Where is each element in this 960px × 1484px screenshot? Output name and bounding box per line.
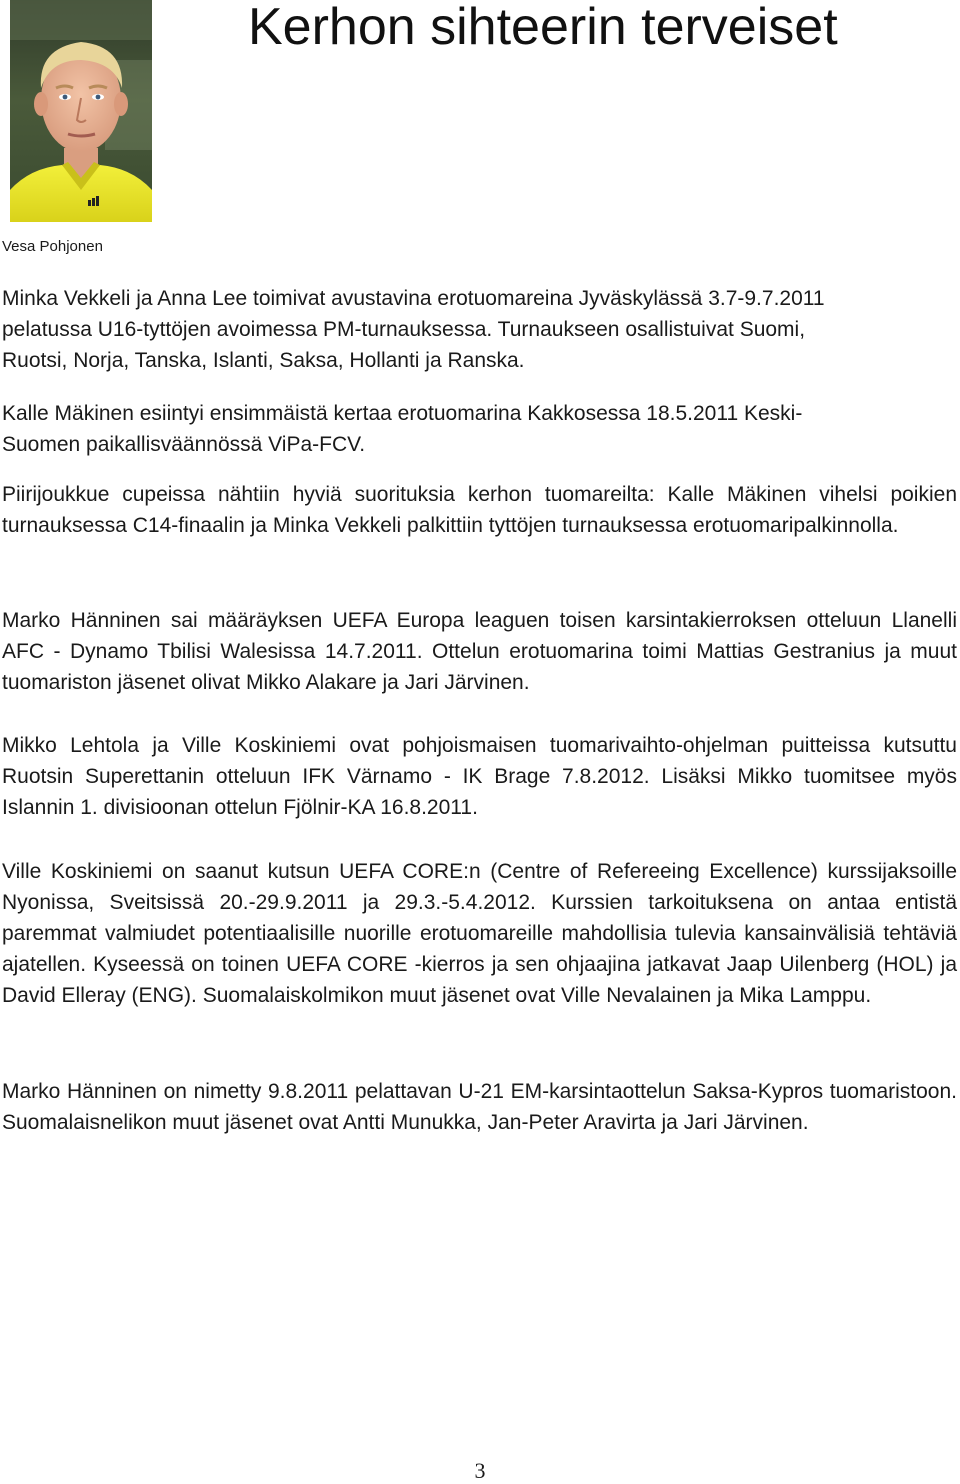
paragraph-6: Ville Koskiniemi on saanut kutsun UEFA CORE:n (Centre of Refereeing Excellence) kurssijaksoille Nyonissa, Sveitsissä 20.-29.9.2011 ja 29.3.-5.4.2012. Kurssien tarkoituksena on antaa entistä paremmat valmiudet potentiaalisille nuorille erotuomareille mahdollisia tulevia kansainvälisiä tehtäviä ajatellen. Kyseessä on toinen UEFA CORE -kierros ja sen ohjaajina jatkavat Jaap Uilenberg (HOL) ja David Elleray (ENG). Suomalaiskolmikon muut jäsenet ovat Ville Nevalainen ja Mika Lamppu. [2,860,957,1007]
photo-caption: Vesa Pohjonen [2,238,103,255]
paragraph-3: Piirijoukkue cupeissa nähtiin hyviä suorituksia kerhon tuomareilta: Kalle Mäkinen vihelsi poikien turnauksessa C14-finaalin ja Minka Vekkeli palkittiin tyttöjen turnauksessa erotuomaripalkinnolla. [2,483,957,537]
paragraph-2 [2,398,802,460]
paragraph-4: Marko Hänninen sai määräyksen UEFA Europa leaguen toisen karsintakierroksen otteluun Llanelli AFC - Dynamo Tbilisi Walesissa 14.7.2011. Ottelun erotuomarina toimi Mattias Gestranius ja muut tuomariston jäsenet olivat Mikko Alakare ja Jari Järvinen. [2,609,957,694]
paragraph-line: Kalle Mäkinen esiintyi ensimmäistä kertaa erotuomarina Kakkosessa 18.5.2011 Keski- [2,402,803,425]
paragraph-5: Mikko Lehtola ja Ville Koskiniemi ovat pohjoismaisen tuomarivaihto-ohjelman puitteissa kutsuttu Ruotsin Superettanin otteluun IFK Värnamo - IK Brage 7.8.2012. Lisäksi Mikko tuomitsee myös Islannin 1. divisioonan ottelun Fjölnir-KA 16.8.2011. [2,734,957,819]
paragraph-7: Marko Hänninen on nimetty 9.8.2011 pelattavan U-21 EM-karsintaottelun Saksa-Kypros tuomaristoon. Suomalaisnelikon muut jäsenet ovat Antti Munukka, Jan-Peter Aravirta ja Jari Järvinen. [2,1080,957,1134]
page-title: Kerhon sihteerin terveiset [248,0,838,56]
paragraph-1 [2,283,825,376]
portrait-photo [10,0,152,222]
paragraph-line: Minka Vekkeli ja Anna Lee toimivat avustavina erotuomareina Jyväskylässä 3.7-9.7.2011 [2,287,825,310]
page-number: 3 [474,1458,486,1483]
paragraph-line: Ruotsi, Norja, Tanska, Islanti, Saksa, Hollanti ja Ranska. [2,349,525,372]
paragraph-line: pelatussa U16-tyttöjen avoimessa PM-turnauksessa. Turnaukseen osallistuivat Suomi, [2,318,806,341]
paragraph-line: Suomen paikallisväännössä ViPa-FCV. [2,433,366,456]
